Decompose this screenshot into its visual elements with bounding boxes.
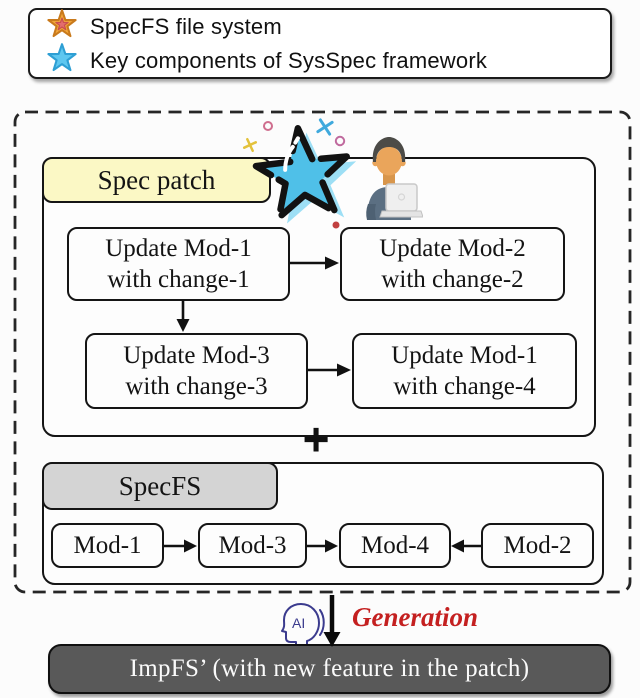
update-box-1: Update Mod-1 with change-1 [67, 227, 290, 301]
legend-label-key-components: Key components of SysSpec framework [90, 47, 488, 73]
specfs-label: SpecFS [42, 462, 278, 510]
legend-item-specfs [47, 12, 610, 42]
legend-label-specfs: SpecFS file system [90, 13, 282, 39]
blue-star-icon [47, 43, 77, 79]
legend-box [28, 8, 612, 79]
plus-sign: + [302, 413, 330, 465]
arrow-right-box1-box2 [290, 254, 340, 272]
big-blue-star-icon [238, 112, 368, 242]
update-box-2: Update Mod-2 with change-2 [340, 227, 565, 301]
arrow-right-box3-box4 [308, 361, 352, 379]
arrow-down-generation [321, 595, 343, 648]
generation-label: Generation [352, 602, 479, 632]
impfs-output-box: ImpFS’ (with new feature in the patch) [48, 644, 611, 694]
orange-star-icon [47, 9, 77, 45]
arrow-right-mod3-mod4 [307, 537, 339, 555]
update-box-4: Update Mod-1 with change-4 [352, 333, 577, 409]
spec-patch-label: Spec patch [42, 157, 271, 203]
mod-box-1: Mod-1 [51, 523, 164, 568]
ai-head-icon [280, 597, 326, 649]
arrow-left-mod2-mod4 [451, 537, 481, 555]
svg-text:AI: AI [292, 615, 306, 631]
update-box-3: Update Mod-3 with change-3 [85, 333, 308, 409]
mod-box-3: Mod-3 [198, 523, 307, 568]
arrow-right-mod1-mod3 [164, 537, 198, 555]
mod-box-2: Mod-2 [481, 523, 594, 568]
developer-person-icon [355, 134, 423, 220]
mod-box-4: Mod-4 [339, 523, 451, 568]
legend-item-key-components [47, 46, 610, 76]
arrow-down-box1-box3 [174, 300, 192, 333]
